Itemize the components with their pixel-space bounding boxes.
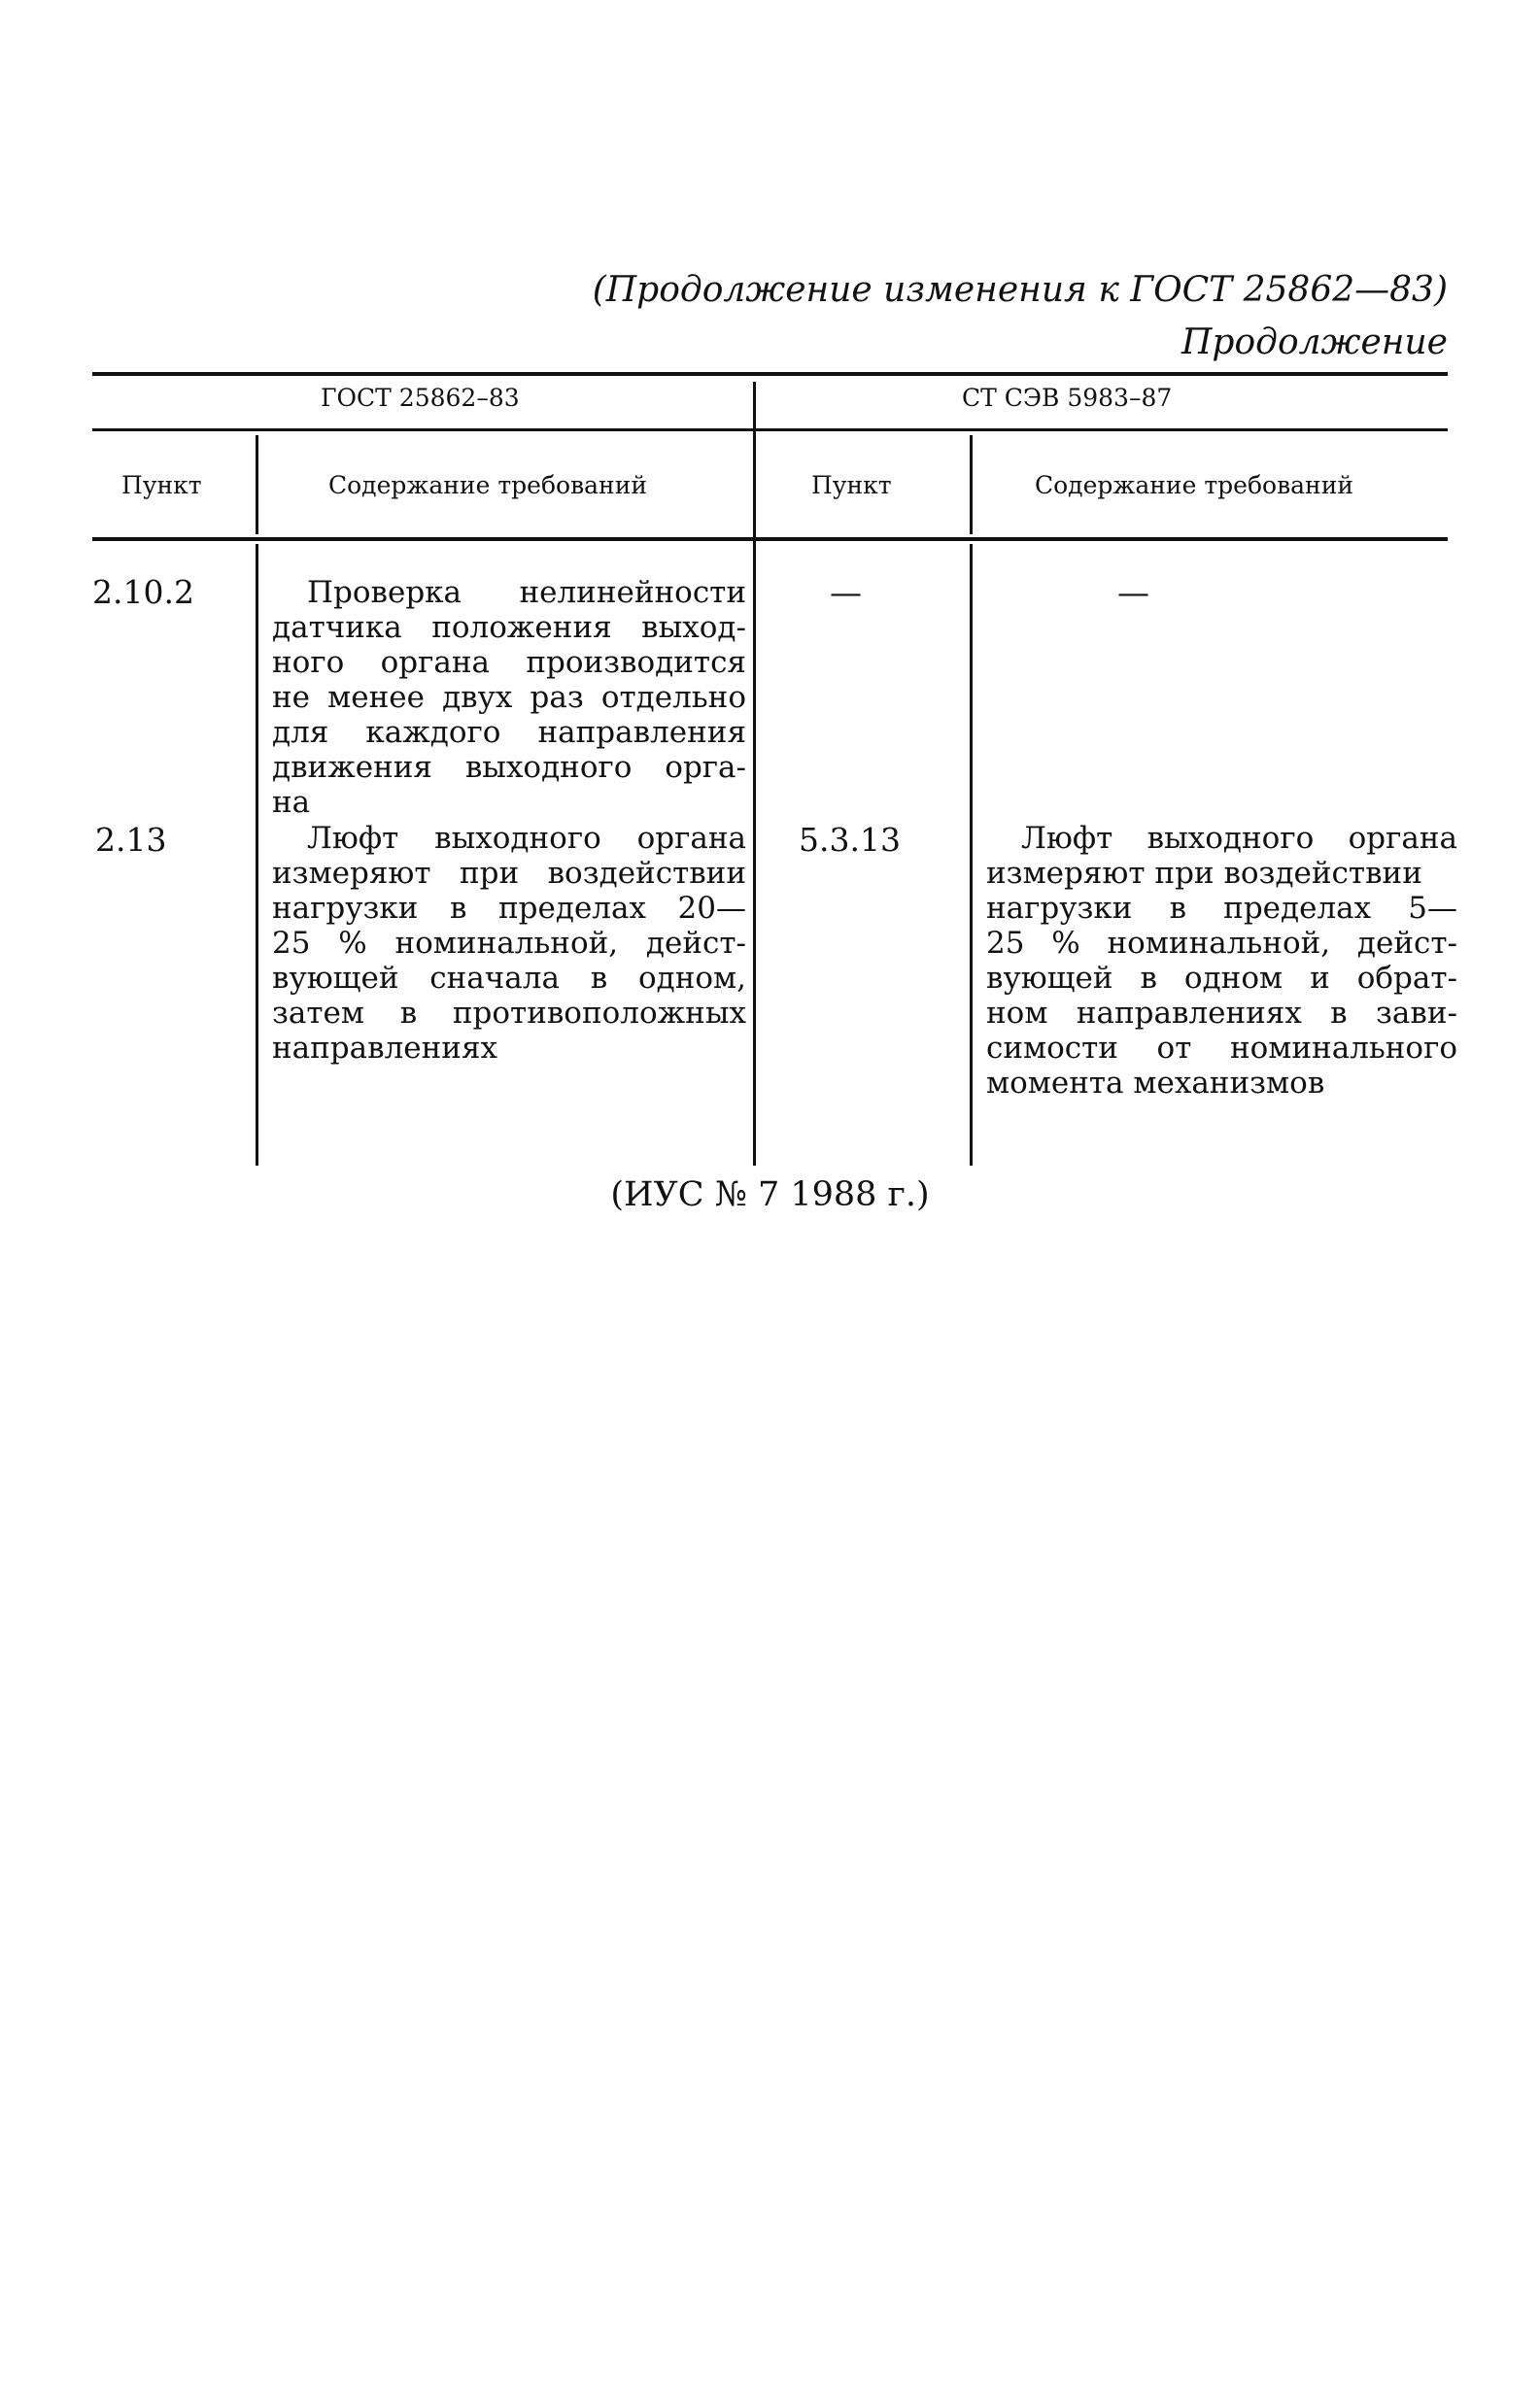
- group-header-st-sev: СТ СЭВ 5983–87: [962, 384, 1173, 412]
- text-line: момента механизмов: [986, 1066, 1325, 1101]
- group-header-gost: ГОСТ 25862–83: [321, 384, 520, 412]
- row2-gost-text: [272, 821, 746, 1066]
- row1-st-item-dash: —: [830, 573, 862, 611]
- column-header-item-gost: Пункт: [121, 471, 202, 499]
- text-line: для каждого направления: [272, 715, 746, 750]
- text-line: движения выходного орга-: [272, 750, 746, 785]
- continuation-note: (Продолжение изменения к ГОСТ 25862—83): [592, 270, 1448, 310]
- column-divider-1: [256, 435, 258, 534]
- text-line: датчика положения выход-: [272, 610, 746, 645]
- text-line: Проверка нелинейности: [307, 575, 746, 610]
- column-divider-3-body: [970, 544, 973, 1166]
- source-reference: (ИУС № 7 1988 г.): [610, 1175, 930, 1214]
- text-line: симости от номинального: [986, 1031, 1457, 1066]
- continuation-label: Продолжение: [1181, 322, 1448, 362]
- column-divider-1-body: [256, 544, 258, 1166]
- text-line: 25 % номинальной, дейст-: [986, 926, 1457, 961]
- text-line: Люфт выходного органа: [1021, 821, 1457, 856]
- text-line: затем в противоположных: [272, 996, 746, 1031]
- text-line: нагрузки в пределах 20—: [272, 891, 746, 926]
- text-line: ного органа производится: [272, 645, 746, 680]
- column-divider-3: [970, 435, 973, 534]
- text-line: направлениях: [272, 1031, 497, 1066]
- text-line: Люфт выходного органа: [307, 821, 746, 856]
- text-line: нагрузки в пределах 5—: [986, 891, 1457, 926]
- text-line: измеряют при воздействии: [272, 856, 746, 891]
- row2-st-item: 5.3.13: [799, 821, 901, 859]
- row2-gost-item: 2.13: [95, 821, 167, 859]
- text-line: измеряют при воздействии: [986, 856, 1422, 891]
- column-header-item-st: Пункт: [811, 471, 892, 499]
- row1-gost-text: [272, 575, 746, 820]
- table-group-rule: [92, 428, 1448, 431]
- text-line: вующей сначала в одном,: [272, 961, 746, 996]
- text-line: ном направлениях в зави-: [986, 996, 1457, 1031]
- text-line: на: [272, 785, 311, 820]
- table-header-rule: [92, 537, 1448, 541]
- text-line: не менее двух раз отдельно: [272, 680, 746, 715]
- table-top-rule: [92, 372, 1448, 376]
- text-line: 25 % номинальной, дейст-: [272, 926, 746, 961]
- group-divider: [753, 382, 756, 1166]
- row1-st-text-dash: —: [1117, 573, 1149, 611]
- text-line: вующей в одном и обрат-: [986, 961, 1457, 996]
- column-header-content-st: Содержание требований: [1035, 471, 1354, 499]
- row2-st-text: [986, 821, 1457, 1101]
- column-header-content-gost: Содержание требований: [328, 471, 648, 499]
- row1-gost-item: 2.10.2: [92, 573, 194, 611]
